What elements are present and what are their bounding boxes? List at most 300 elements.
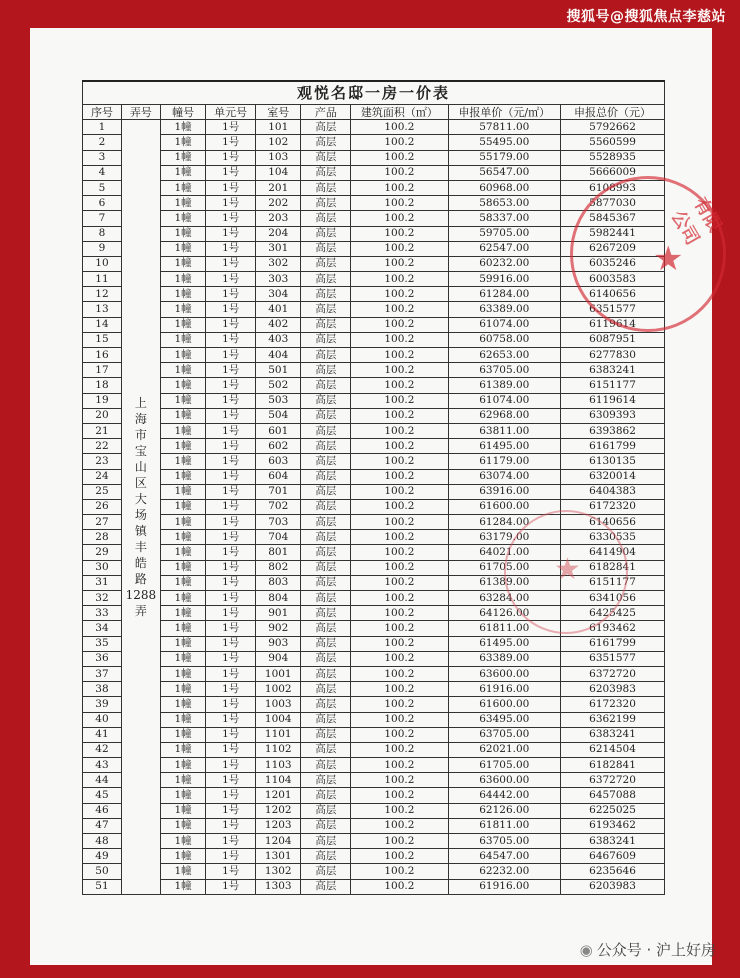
table-cell: 6341056	[561, 591, 665, 606]
table-row	[83, 636, 665, 651]
table-cell: 6161799	[561, 439, 665, 454]
table-cell: 100.2	[351, 317, 448, 332]
table-cell: 高层	[301, 742, 351, 757]
table-cell: 1幢	[160, 287, 205, 302]
table-cell: 43	[83, 758, 122, 773]
table-cell: 6214504	[561, 742, 665, 757]
table-cell: 51	[83, 879, 122, 894]
table-cell: 702	[256, 499, 301, 514]
table-cell: 1幢	[160, 758, 205, 773]
table-cell: 6457088	[561, 788, 665, 803]
table-cell: 6119614	[561, 317, 665, 332]
table-cell: 30	[83, 560, 122, 575]
table-cell: 6193462	[561, 818, 665, 833]
table-cell: 100.2	[351, 879, 448, 894]
table-cell: 100.2	[351, 682, 448, 697]
table-row	[83, 408, 665, 423]
table-cell: 12	[83, 287, 122, 302]
table-cell: 903	[256, 636, 301, 651]
table-row	[83, 180, 665, 195]
table-cell: 503	[256, 393, 301, 408]
table-cell: 6182841	[561, 758, 665, 773]
table-cell: 高层	[301, 530, 351, 545]
table-cell: 1003	[256, 697, 301, 712]
table-cell: 高层	[301, 408, 351, 423]
table-cell: 100.2	[351, 454, 448, 469]
table-cell: 1号	[206, 682, 256, 697]
table-cell: 63284.00	[448, 591, 560, 606]
table-row	[83, 196, 665, 211]
table-cell: 1号	[206, 348, 256, 363]
table-cell: 100.2	[351, 287, 448, 302]
table-cell: 100.2	[351, 864, 448, 879]
table-cell: 10	[83, 256, 122, 271]
table-cell: 1幢	[160, 393, 205, 408]
table-cell: 1幢	[160, 226, 205, 241]
table-cell: 1201	[256, 788, 301, 803]
table-cell: 49	[83, 849, 122, 864]
table-cell: 5982441	[561, 226, 665, 241]
table-cell: 1号	[206, 545, 256, 560]
table-cell: 100.2	[351, 393, 448, 408]
table-cell: 100.2	[351, 666, 448, 681]
table-row	[83, 682, 665, 697]
table-cell: 64021.00	[448, 545, 560, 560]
price-table-container	[82, 80, 665, 895]
table-cell: 1幢	[160, 606, 205, 621]
table-cell: 40	[83, 712, 122, 727]
watermark-text: 搜狐号@搜狐焦点李慈站	[566, 9, 726, 25]
table-cell: 6	[83, 196, 122, 211]
table-cell: 100.2	[351, 803, 448, 818]
table-cell: 504	[256, 408, 301, 423]
table-cell: 1幢	[160, 439, 205, 454]
table-cell: 62653.00	[448, 348, 560, 363]
table-cell: 5792662	[561, 120, 665, 135]
table-cell: 59916.00	[448, 272, 560, 287]
table-cell: 高层	[301, 317, 351, 332]
table-cell: 7	[83, 211, 122, 226]
table-cell: 1幢	[160, 165, 205, 180]
table-cell: 高层	[301, 454, 351, 469]
table-cell: 1幢	[160, 636, 205, 651]
table-cell: 2	[83, 135, 122, 150]
table-cell: 61916.00	[448, 879, 560, 894]
table-cell: 1幢	[160, 196, 205, 211]
table-cell: 24	[83, 469, 122, 484]
table-cell: 63705.00	[448, 834, 560, 849]
table-cell: 404	[256, 348, 301, 363]
table-cell: 1幢	[160, 803, 205, 818]
table-cell: 1幢	[160, 484, 205, 499]
column-header: 室号	[256, 105, 301, 120]
seal-star-icon: ★	[554, 552, 581, 587]
table-cell: 62021.00	[448, 742, 560, 757]
table-cell: 1号	[206, 651, 256, 666]
table-cell: 6267209	[561, 241, 665, 256]
table-cell: 1幢	[160, 302, 205, 317]
table-row	[83, 727, 665, 742]
table-cell: 100.2	[351, 469, 448, 484]
table-cell: 6362199	[561, 712, 665, 727]
table-cell: 1号	[206, 378, 256, 393]
table-cell: 14	[83, 317, 122, 332]
table-cell: 100.2	[351, 515, 448, 530]
table-cell: 100.2	[351, 606, 448, 621]
table-cell: 1号	[206, 803, 256, 818]
table-cell: 6372720	[561, 666, 665, 681]
table-cell: 6193462	[561, 621, 665, 636]
table-cell: 61811.00	[448, 621, 560, 636]
table-cell: 1102	[256, 742, 301, 757]
table-cell: 100.2	[351, 560, 448, 575]
table-cell: 5	[83, 180, 122, 195]
table-row	[83, 241, 665, 256]
table-cell: 401	[256, 302, 301, 317]
table-row	[83, 150, 665, 165]
table-cell: 25	[83, 484, 122, 499]
table-row	[83, 135, 665, 150]
table-cell: 204	[256, 226, 301, 241]
price-table	[82, 80, 665, 895]
table-cell: 703	[256, 515, 301, 530]
table-cell: 高层	[301, 226, 351, 241]
table-cell: 1号	[206, 697, 256, 712]
table-cell: 604	[256, 469, 301, 484]
table-cell: 1号	[206, 211, 256, 226]
table-cell: 6383241	[561, 727, 665, 742]
table-cell: 100.2	[351, 499, 448, 514]
table-cell: 201	[256, 180, 301, 195]
table-cell: 804	[256, 591, 301, 606]
table-row	[83, 120, 665, 135]
table-cell: 61600.00	[448, 499, 560, 514]
table-row	[83, 834, 665, 849]
table-cell: 1301	[256, 849, 301, 864]
table-cell: 403	[256, 332, 301, 347]
table-cell: 1204	[256, 834, 301, 849]
table-row	[83, 651, 665, 666]
table-cell: 1幢	[160, 135, 205, 150]
column-header: 申报单价（元/㎡）	[448, 105, 560, 120]
table-cell: 36	[83, 651, 122, 666]
table-cell: 22	[83, 439, 122, 454]
table-cell: 6203983	[561, 879, 665, 894]
table-cell: 1002	[256, 682, 301, 697]
table-cell: 1号	[206, 788, 256, 803]
table-cell: 304	[256, 287, 301, 302]
table-title: 观悦名邸一房一价表	[83, 81, 665, 105]
table-cell: 50	[83, 864, 122, 879]
table-cell: 46	[83, 803, 122, 818]
seal-text: 有限公司	[666, 194, 726, 249]
table-cell: 9	[83, 241, 122, 256]
table-row	[83, 575, 665, 590]
table-row	[83, 393, 665, 408]
table-cell: 1幢	[160, 332, 205, 347]
table-cell: 1号	[206, 165, 256, 180]
table-cell: 高层	[301, 682, 351, 697]
table-cell: 60968.00	[448, 180, 560, 195]
table-cell: 1号	[206, 196, 256, 211]
table-row	[83, 864, 665, 879]
table-cell: 1号	[206, 439, 256, 454]
table-cell: 5666009	[561, 165, 665, 180]
table-row	[83, 454, 665, 469]
table-cell: 64442.00	[448, 788, 560, 803]
table-cell: 高层	[301, 484, 351, 499]
table-cell: 1幢	[160, 591, 205, 606]
table-cell: 6393862	[561, 423, 665, 438]
table-cell: 6151177	[561, 378, 665, 393]
table-cell: 100.2	[351, 742, 448, 757]
table-cell: 203	[256, 211, 301, 226]
table-cell: 302	[256, 256, 301, 271]
table-cell: 13	[83, 302, 122, 317]
table-row	[83, 697, 665, 712]
table-cell: 高层	[301, 302, 351, 317]
table-cell: 高层	[301, 575, 351, 590]
table-cell: 1号	[206, 408, 256, 423]
table-cell: 6467609	[561, 849, 665, 864]
table-cell: 6277830	[561, 348, 665, 363]
table-cell: 1幢	[160, 788, 205, 803]
table-cell: 63811.00	[448, 423, 560, 438]
table-cell: 1号	[206, 241, 256, 256]
table-cell: 6351577	[561, 302, 665, 317]
table-cell: 1001	[256, 666, 301, 681]
table-cell: 100.2	[351, 651, 448, 666]
table-cell: 6372720	[561, 773, 665, 788]
table-row	[83, 484, 665, 499]
table-row	[83, 469, 665, 484]
table-cell: 100.2	[351, 135, 448, 150]
column-header: 申报总价（元）	[561, 105, 665, 120]
table-cell: 6320014	[561, 469, 665, 484]
table-cell: 19	[83, 393, 122, 408]
table-cell: 44	[83, 773, 122, 788]
table-cell: 301	[256, 241, 301, 256]
table-cell: 100.2	[351, 226, 448, 241]
table-cell: 1幢	[160, 363, 205, 378]
table-cell: 6161799	[561, 636, 665, 651]
table-cell: 6003583	[561, 272, 665, 287]
table-cell: 47	[83, 818, 122, 833]
table-cell: 100.2	[351, 150, 448, 165]
table-cell: 6172320	[561, 697, 665, 712]
table-cell: 高层	[301, 666, 351, 681]
table-cell: 6130135	[561, 454, 665, 469]
table-cell: 100.2	[351, 788, 448, 803]
table-cell: 高层	[301, 560, 351, 575]
table-cell: 1号	[206, 469, 256, 484]
table-cell: 1004	[256, 712, 301, 727]
table-cell: 803	[256, 575, 301, 590]
table-cell: 1幢	[160, 530, 205, 545]
table-cell: 高层	[301, 423, 351, 438]
table-cell: 61179.00	[448, 454, 560, 469]
table-cell: 21	[83, 423, 122, 438]
table-cell: 1101	[256, 727, 301, 742]
table-cell: 1号	[206, 560, 256, 575]
column-header: 幢号	[160, 105, 205, 120]
column-header: 产品	[301, 105, 351, 120]
table-cell: 1号	[206, 120, 256, 135]
table-cell: 100.2	[351, 348, 448, 363]
table-cell: 100.2	[351, 530, 448, 545]
table-cell: 61495.00	[448, 439, 560, 454]
table-cell: 1号	[206, 606, 256, 621]
table-cell: 1号	[206, 636, 256, 651]
table-cell: 1号	[206, 849, 256, 864]
table-cell: 58337.00	[448, 211, 560, 226]
table-cell: 1幢	[160, 454, 205, 469]
table-cell: 100.2	[351, 302, 448, 317]
table-cell: 801	[256, 545, 301, 560]
table-cell: 高层	[301, 621, 351, 636]
table-cell: 100.2	[351, 332, 448, 347]
table-cell: 1号	[206, 530, 256, 545]
table-cell: 39	[83, 697, 122, 712]
table-cell: 1号	[206, 773, 256, 788]
table-cell: 1号	[206, 363, 256, 378]
table-cell: 100.2	[351, 211, 448, 226]
table-cell: 1号	[206, 712, 256, 727]
table-cell: 100.2	[351, 727, 448, 742]
table-cell: 4	[83, 165, 122, 180]
table-cell: 303	[256, 272, 301, 287]
table-row	[83, 348, 665, 363]
table-cell: 1幢	[160, 241, 205, 256]
table-cell: 62232.00	[448, 864, 560, 879]
table-cell: 高层	[301, 834, 351, 849]
table-row	[83, 439, 665, 454]
table-cell: 102	[256, 135, 301, 150]
table-cell: 1号	[206, 180, 256, 195]
table-cell: 5560599	[561, 135, 665, 150]
table-cell: 63705.00	[448, 727, 560, 742]
table-cell: 63705.00	[448, 363, 560, 378]
table-cell: 502	[256, 378, 301, 393]
table-cell: 62126.00	[448, 803, 560, 818]
table-cell: 15	[83, 332, 122, 347]
table-cell: 5877030	[561, 196, 665, 211]
table-row	[83, 758, 665, 773]
table-cell: 35	[83, 636, 122, 651]
table-cell: 6225025	[561, 803, 665, 818]
table-cell: 1幢	[160, 742, 205, 757]
table-cell: 27	[83, 515, 122, 530]
table-cell: 100.2	[351, 241, 448, 256]
table-row	[83, 423, 665, 438]
table-cell: 100.2	[351, 180, 448, 195]
table-cell: 202	[256, 196, 301, 211]
table-cell: 1203	[256, 818, 301, 833]
table-cell: 6108993	[561, 180, 665, 195]
table-cell: 100.2	[351, 712, 448, 727]
table-body	[83, 120, 665, 895]
table-cell: 6404383	[561, 484, 665, 499]
table-cell: 1号	[206, 758, 256, 773]
table-cell: 1幢	[160, 834, 205, 849]
table-cell: 1号	[206, 332, 256, 347]
table-cell: 6203983	[561, 682, 665, 697]
table-cell: 6330535	[561, 530, 665, 545]
table-cell: 63600.00	[448, 666, 560, 681]
table-cell: 高层	[301, 499, 351, 514]
table-cell: 1号	[206, 135, 256, 150]
table-cell: 高层	[301, 272, 351, 287]
table-cell: 11	[83, 272, 122, 287]
table-cell: 100.2	[351, 773, 448, 788]
table-cell: 高层	[301, 393, 351, 408]
table-row	[83, 712, 665, 727]
table-cell: 高层	[301, 439, 351, 454]
table-cell: 64547.00	[448, 849, 560, 864]
table-cell: 603	[256, 454, 301, 469]
table-cell: 6351577	[561, 651, 665, 666]
table-cell: 1幢	[160, 575, 205, 590]
table-cell: 高层	[301, 606, 351, 621]
table-cell: 1号	[206, 256, 256, 271]
table-cell: 6172320	[561, 499, 665, 514]
table-cell: 17	[83, 363, 122, 378]
table-cell: 高层	[301, 241, 351, 256]
table-cell: 5845367	[561, 211, 665, 226]
table-cell: 63389.00	[448, 651, 560, 666]
table-cell: 41	[83, 727, 122, 742]
table-cell: 高层	[301, 120, 351, 135]
table-cell: 1幢	[160, 469, 205, 484]
table-cell: 61705.00	[448, 758, 560, 773]
table-cell: 1202	[256, 803, 301, 818]
header-row	[83, 105, 665, 120]
table-cell: 1号	[206, 591, 256, 606]
table-cell: 61705.00	[448, 560, 560, 575]
table-row	[83, 606, 665, 621]
table-cell: 802	[256, 560, 301, 575]
table-cell: 26	[83, 499, 122, 514]
table-cell: 34	[83, 621, 122, 636]
table-cell: 100.2	[351, 545, 448, 560]
document-page	[30, 28, 726, 965]
table-cell: 6140656	[561, 287, 665, 302]
table-cell: 6151177	[561, 575, 665, 590]
table-cell: 55495.00	[448, 135, 560, 150]
table-row	[83, 317, 665, 332]
table-cell: 高层	[301, 773, 351, 788]
table-row	[83, 530, 665, 545]
table-cell: 48	[83, 834, 122, 849]
table-row	[83, 302, 665, 317]
table-cell: 1号	[206, 742, 256, 757]
table-cell: 100.2	[351, 849, 448, 864]
table-cell: 61495.00	[448, 636, 560, 651]
table-cell: 704	[256, 530, 301, 545]
table-cell: 62547.00	[448, 241, 560, 256]
table-cell: 高层	[301, 697, 351, 712]
table-cell: 1号	[206, 879, 256, 894]
table-row	[83, 211, 665, 226]
table-cell: 1幢	[160, 651, 205, 666]
table-cell: 高层	[301, 348, 351, 363]
table-cell: 1号	[206, 499, 256, 514]
table-cell: 63074.00	[448, 469, 560, 484]
table-cell: 1幢	[160, 256, 205, 271]
table-cell: 高层	[301, 545, 351, 560]
table-row	[83, 591, 665, 606]
table-cell: 1104	[256, 773, 301, 788]
